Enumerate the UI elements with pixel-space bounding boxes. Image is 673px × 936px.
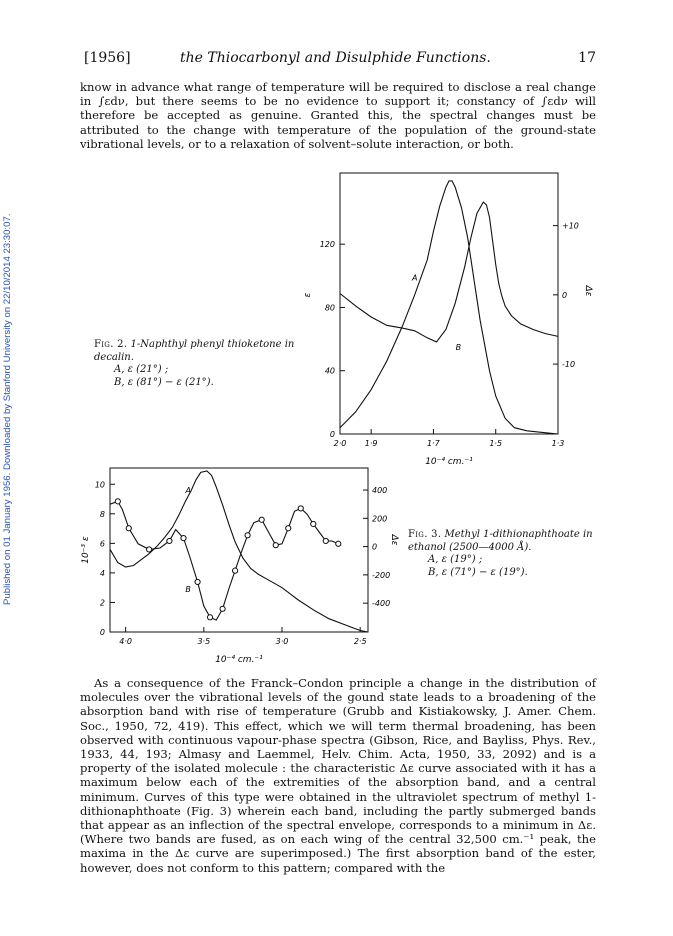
y2-tick-label: -400 — [372, 599, 391, 609]
paragraph-1: know in advance what range of temperature will be required to disclose a real change in ∫εdν, but there seems to be no evidence to support it; constancy of ∫εdν will therefore be accepted as genuine. Granted this, the spectral changes must be attributed to the change with temperature of the population of the ground-state vibrational levels, or to a relaxation of solvent–solute interaction, or both. — [80, 80, 596, 151]
y2-axis-label: Δε — [389, 534, 399, 546]
plot-frame — [340, 173, 558, 434]
data-point — [259, 517, 264, 522]
y2-tick-label: -200 — [372, 570, 391, 580]
data-point — [195, 579, 200, 584]
series-label-a: A — [412, 273, 418, 283]
figure-3-caption-line-a: A, ε (19°) ; — [428, 554, 483, 565]
series-line-b — [110, 501, 338, 620]
data-point — [220, 606, 225, 611]
figure-2-caption-line-b: B, ε (81°) − ε (21°). — [114, 376, 214, 388]
data-point — [323, 538, 328, 543]
x-tick-label: 1·9 — [364, 439, 378, 448]
publication-sidebar — [2, 185, 14, 605]
data-point — [286, 526, 291, 531]
y-tick-label: 2 — [99, 598, 105, 608]
figure-2-caption-label: Fig. 2. — [94, 339, 128, 350]
data-point — [336, 541, 341, 546]
series-label-a: A — [185, 486, 191, 496]
y-tick-label: 0 — [99, 628, 105, 637]
data-point — [245, 533, 250, 538]
data-point — [298, 506, 303, 511]
figure-3-caption — [408, 529, 604, 579]
y-tick-label: 8 — [99, 509, 105, 519]
y-tick-label: 0 — [329, 430, 335, 439]
x-tick-label: 3·0 — [275, 637, 289, 646]
x-tick-label: 2·5 — [353, 637, 367, 646]
data-point — [273, 543, 278, 548]
figure-3 — [80, 460, 410, 675]
y-tick-label: 6 — [99, 539, 105, 549]
publication-note: Published on 01 January 1956. Downloaded by Stanford University on 22/10/2014 23:30:07. — [2, 213, 13, 605]
y-tick-label: 10 — [94, 480, 105, 490]
data-point — [207, 615, 212, 620]
y-tick-label: 80 — [324, 303, 335, 313]
figure-3-chart — [80, 460, 410, 675]
data-point — [181, 536, 186, 541]
data-point — [115, 499, 120, 504]
page-number: 17 — [578, 50, 596, 66]
figure-2-chart — [300, 165, 600, 465]
paragraph-2: As a consequence of the Franck–Condon principle a change in the distribution of molecules over the vibrational levels of the gound state leads to a broadening of the absorption band with rise of temperature (Grubb and Kistiakowsky, J. Amer. Chem. Soc., 1950, 72, 419). This effect, which we will term thermal broadening, has been observed with continuous vapour-phase spectra (Gibson, Rice, and Bayliss, Phys. Rev., 1933, 44, 193; Almasy and Laemmel, Helv. Chim. Acta, 1950, 33, 2092) and is a property of the isolated molecule : the characteristic Δε curve associated with it has a maximum below each of the extremities of the absorption band, and a central minimum. Curves of this type were obtained in the ultraviolet spectrum of methyl 1-dithionaphthoate (Fig. 3) wherein each band, including the partly submerged bands that appear as an inflection of the spectral envelope, corresponds to a minimum in Δε. (Where two bands are fused, as on each wing of the central 32,500 cm.⁻¹ peak, the maxima in the Δε curve are superimposed.) The first absorption band of the ester, however, does not conform to this pattern; compared with the — [80, 676, 596, 875]
y2-tick-label: 0 — [372, 542, 378, 552]
figure-2-caption — [94, 339, 304, 389]
series-line-b — [340, 202, 558, 342]
data-point — [232, 568, 237, 573]
data-point — [311, 521, 316, 526]
figure-3-caption-line-b: B, ε (71°) − ε (19°). — [428, 566, 528, 578]
series-label-b: B — [185, 584, 191, 594]
y-tick-label: 4 — [99, 568, 105, 578]
page-header — [84, 50, 596, 70]
y2-tick-label: -10 — [562, 360, 576, 370]
series-label-b: B — [455, 343, 462, 353]
figure-3-caption-label: Fig. 3. — [408, 529, 442, 540]
y2-axis-label: Δε — [583, 285, 593, 297]
x-tick-label: 1·7 — [427, 439, 440, 448]
data-point — [167, 538, 172, 543]
y-tick-label: 40 — [324, 366, 335, 376]
x-tick-label: 1·3 — [551, 439, 565, 448]
y2-tick-label: 0 — [562, 290, 568, 300]
x-tick-label: 2·0 — [333, 439, 347, 448]
y2-tick-label: +10 — [562, 221, 579, 231]
x-tick-label: 1·5 — [489, 439, 503, 448]
y2-tick-label: 200 — [372, 514, 388, 524]
header-year: [1956] — [84, 50, 131, 66]
y-axis-label: 10⁻³ ε — [81, 536, 91, 564]
y-tick-label: 120 — [319, 240, 335, 250]
figure-2-caption-line-a: A, ε (21°) ; — [114, 364, 169, 375]
figure-2 — [300, 165, 600, 465]
x-axis-label: 10⁻⁴ cm.⁻¹ — [215, 655, 263, 665]
y2-tick-label: 400 — [372, 486, 388, 496]
series-line-a — [340, 181, 558, 434]
data-point — [126, 526, 131, 531]
x-axis-label: 10⁻⁴ cm.⁻¹ — [425, 457, 473, 465]
figure-3-caption-title: Methyl 1-dithionaphthoate in ethanol (2500—4000 Å). — [408, 529, 593, 553]
data-point — [146, 547, 151, 552]
x-tick-label: 3·5 — [197, 637, 211, 646]
y-axis-label: ε — [303, 292, 313, 298]
figure-2-caption-title: 1-Naphthyl phenyl thioketone in decalin. — [94, 339, 295, 363]
header-title: the Thiocarbonyl and Disulphide Functions. — [180, 50, 491, 66]
x-tick-label: 4·0 — [119, 637, 133, 646]
